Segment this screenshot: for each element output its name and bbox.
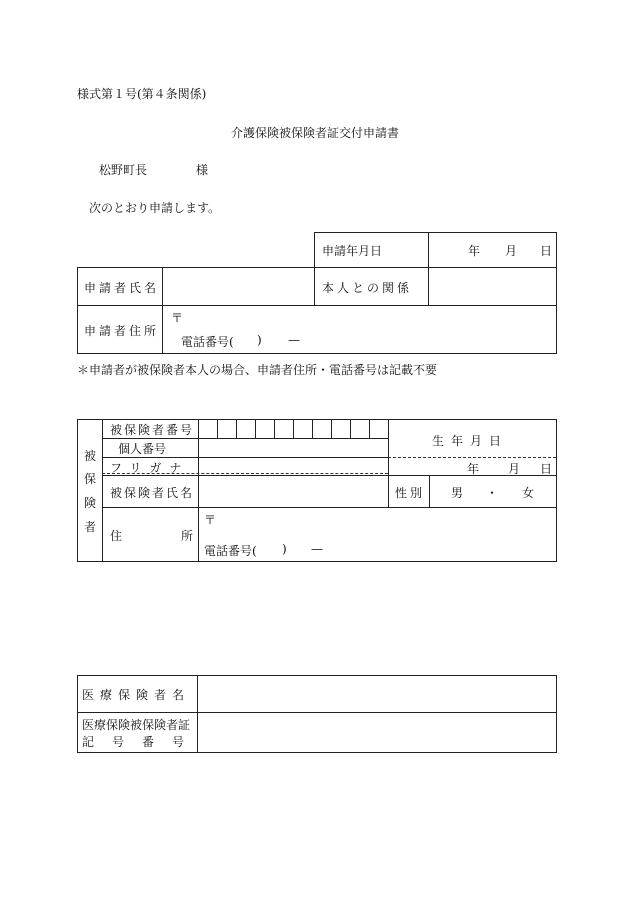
application-date-field[interactable] bbox=[430, 234, 554, 265]
applicant-address-label: 申請者住所 bbox=[84, 324, 160, 338]
applicant-name-label: 申請者氏名 bbox=[84, 281, 160, 295]
insured-side-label-4: 者 bbox=[84, 520, 97, 534]
medical-cert-label-line2: 記号番号 bbox=[82, 735, 203, 749]
personal-number-field[interactable] bbox=[199, 439, 387, 456]
applicant-postal-mark: 〒 bbox=[171, 311, 184, 325]
medical-cert-field[interactable] bbox=[199, 714, 555, 751]
medical-insurer-field[interactable] bbox=[199, 677, 555, 711]
birth-day: 日 bbox=[540, 462, 553, 476]
application-date-day: 日 bbox=[540, 244, 553, 258]
personal-number-label bbox=[118, 440, 194, 457]
birth-date-label: 生年月日 bbox=[432, 434, 509, 448]
honorific: 様 bbox=[196, 163, 209, 177]
insured-side-label-3: 険 bbox=[84, 496, 97, 510]
insured-name-label: 被保険者氏名 bbox=[110, 486, 195, 500]
applicant-name-field[interactable] bbox=[164, 269, 312, 303]
insured-name-field[interactable] bbox=[199, 476, 387, 506]
insured-side-label-2: 保 bbox=[84, 472, 97, 486]
insured-address-label-1: 住 bbox=[110, 529, 123, 543]
insured-number-label: 被保険者番号 bbox=[110, 423, 195, 437]
gender-separator: ・ bbox=[486, 486, 499, 500]
applicant-phone-label: 電話番号( bbox=[181, 335, 234, 349]
intro-text: 次のとおり申請します。 bbox=[89, 201, 221, 215]
application-date-label bbox=[322, 242, 422, 259]
gender-label: 性別 bbox=[395, 486, 426, 500]
insured-number-field[interactable] bbox=[199, 420, 387, 437]
gender-male-option[interactable]: 男 bbox=[451, 486, 464, 500]
relation-label: 本人との関係 bbox=[322, 281, 413, 295]
birth-year: 年 bbox=[467, 462, 480, 476]
application-date-month: 月 bbox=[505, 244, 518, 258]
applicant-note: ＊申請者が被保険者本人の場合、申請者住所・電話番号は記載不要 bbox=[77, 363, 438, 377]
application-date-year: 年 bbox=[468, 244, 481, 258]
application-date-label-text: 申請年月日 bbox=[322, 244, 383, 258]
form-number: 様式第１号(第４条関係) bbox=[77, 87, 207, 101]
insured-side-label-1: 被 bbox=[84, 449, 97, 463]
insured-phone-dash: — bbox=[311, 542, 323, 556]
medical-insurer-label-text: 医療保険者名 bbox=[82, 688, 191, 702]
furigana-field[interactable] bbox=[199, 458, 387, 472]
relation-field[interactable] bbox=[430, 269, 554, 303]
gender-female-option[interactable]: 女 bbox=[522, 486, 535, 500]
furigana-label: フリガナ bbox=[110, 461, 190, 475]
birth-date-field[interactable] bbox=[389, 458, 555, 474]
insured-phone-close: ) bbox=[282, 542, 287, 556]
applicant-phone-dash: — bbox=[288, 333, 300, 347]
insured-address-field[interactable] bbox=[199, 508, 555, 560]
applicant-phone-close: ) bbox=[257, 333, 262, 347]
addressee: 松野町長 bbox=[99, 163, 148, 177]
medical-cert-label-line1: 医療保険被保険者証 bbox=[82, 718, 191, 732]
insured-phone-label: 電話番号( bbox=[204, 544, 257, 558]
insured-address-label-2: 所 bbox=[181, 529, 194, 543]
insured-postal-mark: 〒 bbox=[204, 513, 217, 527]
personal-number-label-text: 個人番号 bbox=[118, 442, 167, 456]
applicant-address-field[interactable] bbox=[164, 307, 554, 351]
medical-insurer-label bbox=[82, 686, 192, 703]
form-title: 介護保険被保険者証交付申請書 bbox=[230, 126, 399, 140]
birth-month: 月 bbox=[508, 462, 521, 476]
